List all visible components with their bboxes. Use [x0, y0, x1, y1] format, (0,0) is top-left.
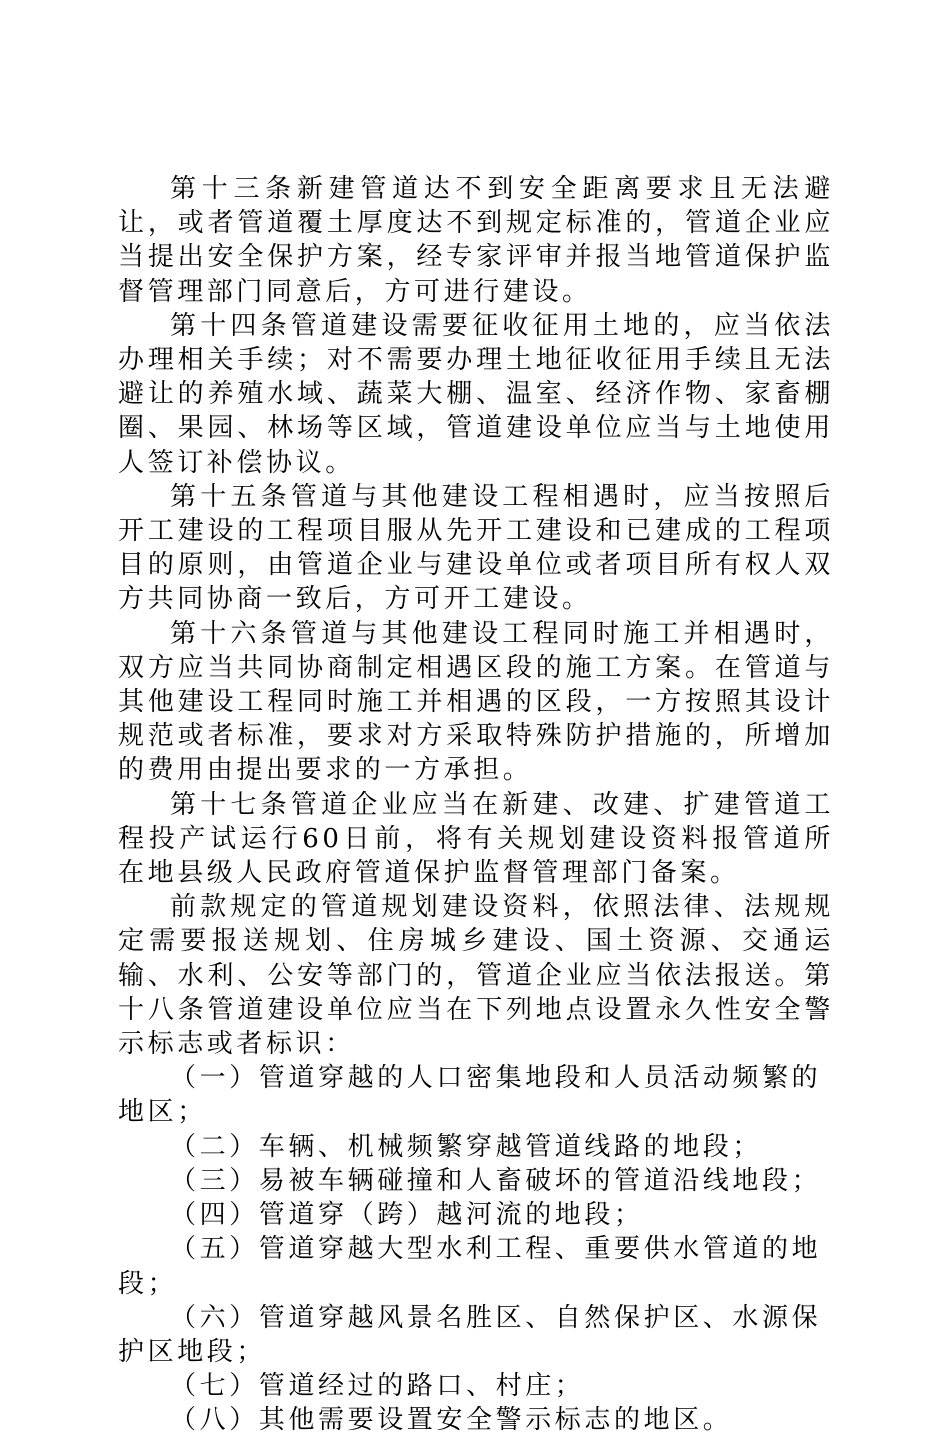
article-15-paragraph: 第十五条管道与其他建设工程相遇时，应当按照后开工建设的工程项目服从先开工建设和已建成的工程项目的原则，由管道企业与建设单位或者项目所有权人双方共同协商一致后，方可开工建设。: [118, 481, 834, 615]
article-13-paragraph: 第十三条新建管道达不到安全距离要求且无法避让，或者管道覆土厚度达不到规定标准的，管道企业应当提出安全保护方案，经专家评审并报当地管道保护监督管理部门同意后，方可进行建设。: [118, 174, 834, 307]
list-item-3: （三）易被车辆碰撞和人畜破坏的管道沿线地段；: [170, 1165, 822, 1196]
article-17-paragraph: 第十七条管道企业应当在新建、改建、扩建管道工程投产试运行60日前，将有关规划建设资料报管道所在地县级人民政府管道保护监督管理部门备案。: [118, 789, 834, 889]
article-16-paragraph: 第十六条管道与其他建设工程同时施工并相遇时，双方应当共同协商制定相遇区段的施工方案。在管道与其他建设工程同时施工并相遇的区段，一方按照其设计规范或者标准，要求对方采取特殊防护措施的，所增加的费用由提出要求的一方承担。: [118, 618, 834, 786]
list-item-1: （一）管道穿越的人口密集地段和人员活动频繁的地区；: [118, 1063, 822, 1128]
document-body: [118, 172, 834, 1438]
list-item-8: （八）其他需要设置安全警示标志的地区。: [170, 1405, 733, 1436]
list-item-4: （四）管道穿（跨）越河流的地段；: [170, 1200, 644, 1231]
list-item-5: （五）管道穿越大型水利工程、重要供水管道的地段；: [118, 1234, 822, 1299]
list-item-6: （六）管道穿越风景名胜区、自然保护区、水源保护区地段；: [118, 1302, 822, 1367]
list-item-7: （七）管道经过的路口、村庄；: [170, 1371, 585, 1402]
article-18-paragraph: 前款规定的管道规划建设资料，依照法律、法规规定需要报送规划、住房城乡建设、国土资源、交通运输、水利、公安等部门的，管道企业应当依法报送。第十八条管道建设单位应当在下列地点设置永久性安全警示标志或者标识：: [118, 892, 834, 1060]
article-14-paragraph: 第十四条管道建设需要征收征用土地的，应当依法办理相关手续；对不需要办理土地征收征用手续且无法避让的养殖水域、蔬菜大棚、温室、经济作物、家畜棚圈、果园、林场等区域，管道建设单位应当与土地使用人签订补偿协议。: [118, 310, 834, 478]
list-item-2: （二）车辆、机械频繁穿越管道线路的地段；: [170, 1131, 763, 1162]
